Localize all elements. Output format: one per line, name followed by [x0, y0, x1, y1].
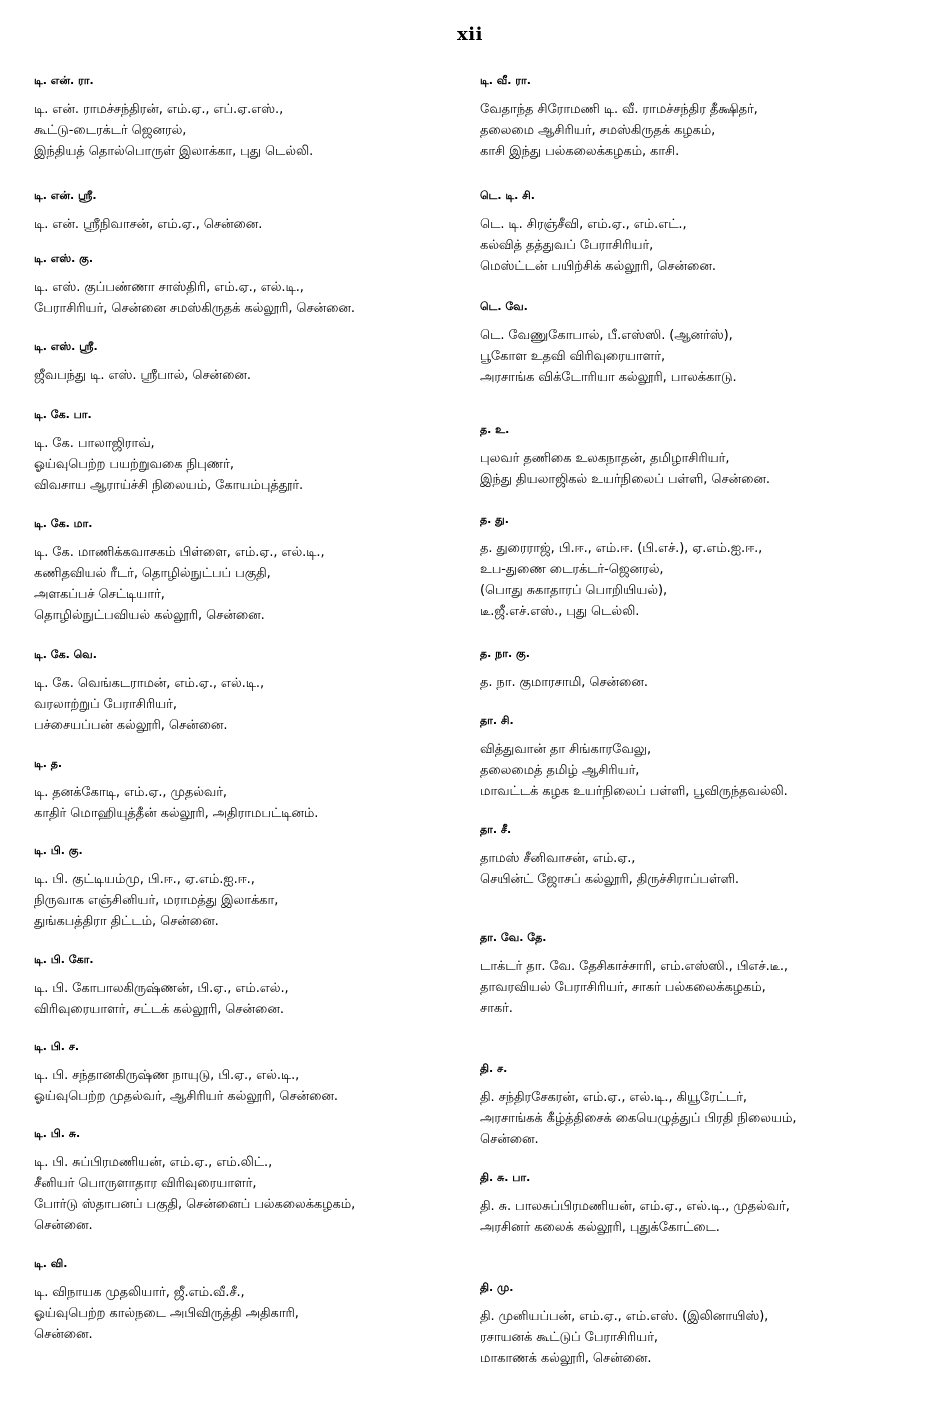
- contributor-detail-line: வேதாந்த சிரோமணி டி. வீ. ராமச்சந்திர தீக்ஷிதர்,: [480, 102, 758, 117]
- contributor-abbreviation: டி. கே. மா.: [34, 517, 93, 530]
- contributor-detail-line: டி. பி. குட்டியம்மு, பி.ஈ., ஏ.எம்.ஐ.ஈ.,: [34, 872, 255, 887]
- contributor-abbreviation: த. உ.: [480, 423, 510, 436]
- contributor-abbreviation: டி. கே. பா.: [34, 408, 92, 421]
- contributor-detail-line: துங்கபத்திரா திட்டம், சென்னை.: [34, 914, 219, 929]
- contributor-entry: [480, 189, 716, 277]
- contributor-detail-line: த. துரைராஜ், பி.ஈ., எம்.ஈ. (பி.எச்.), ஏ.எம்.ஐ.ஈ.,: [480, 541, 763, 556]
- contributor-detail-line: விரிவுரையாளர், சட்டக் கல்லூரி, சென்னை.: [34, 1002, 284, 1017]
- contributor-detail-line: பூகோள உதவி விரிவுரையாளர்,: [480, 349, 665, 364]
- contributor-detail-line: டீ.ஜீ.எச்.எஸ்., புது டெல்லி.: [480, 604, 640, 619]
- contributor-detail-line: சாகர்.: [480, 1001, 513, 1016]
- contributor-detail-line: உப-துணை டைரக்டர்-ஜெனரல்,: [480, 562, 664, 577]
- contributor-entry: [34, 1257, 299, 1345]
- contributor-detail-line: காதிர் மொஹியுத்தீன் கல்லூரி, அதிராமபட்டினம்.: [34, 806, 319, 821]
- contributor-detail-line: தாவரவியல் பேராசிரியர், சாகர் பல்கலைக்கழகம்,: [480, 980, 766, 995]
- contributor-detail-line: தொழில்நுட்பவியல் கல்லூரி, சென்னை.: [34, 608, 265, 623]
- contributor-abbreviation: த. நா. கு.: [480, 647, 530, 660]
- contributor-detail-line: வரலாற்றுப் பேராசிரியர்,: [34, 697, 177, 712]
- contributor-detail-line: சீனியர் பொருளாதார விரிவுரையாளர்,: [34, 1176, 257, 1191]
- contributor-detail-line: அரசாங்க விக்டோரியா கல்லூரி, பாலக்காடு.: [480, 370, 737, 385]
- contributor-detail-line: டெ. வேணுகோபால், பீ.எஸ்ஸி. (ஆனர்ஸ்),: [480, 328, 733, 343]
- contributor-detail-line: சென்னை.: [34, 1327, 93, 1342]
- contributor-abbreviation: டி. த.: [34, 757, 63, 770]
- contributor-entry: [480, 423, 770, 490]
- contributor-detail-line: டாக்டர் தா. வே. தேசிகாச்சாரி, எம்.எஸ்ஸி., பிஎச்.டீ.,: [480, 959, 788, 974]
- contributor-abbreviation: டி. கே. வெ.: [34, 648, 97, 661]
- contributor-detail-line: புலவர் தணிகை உலகநாதன், தமிழாசிரியர்,: [480, 451, 730, 466]
- contributor-detail-line: சென்னை.: [480, 1132, 539, 1147]
- contributor-detail-line: தி. சு. பாலசுப்பிரமணியன், எம்.ஏ., எல்.டி., முதல்வர்,: [480, 1199, 790, 1214]
- contributor-abbreviation: டி. வி.: [34, 1257, 68, 1270]
- contributor-detail-line: கல்வித் தத்துவப் பேராசிரியர்,: [480, 238, 654, 253]
- contributor-detail-line: டி. கே. மாணிக்கவாசகம் பிள்ளை, எம்.ஏ., எல்.டி.,: [34, 545, 325, 560]
- contributor-entry: [34, 1127, 355, 1236]
- contributor-abbreviation: டி. வீ. ரா.: [480, 74, 531, 87]
- contributor-abbreviation: தா. வே. தே.: [480, 931, 547, 944]
- contributor-detail-line: டி. எஸ். குப்பண்ணா சாஸ்திரி, எம்.ஏ., எல்.டி.,: [34, 280, 304, 295]
- contributor-detail-line: (பொது சுகாதாரப் பொறியியல்),: [480, 583, 667, 598]
- contributor-detail-line: ஓய்வுபெற்ற முதல்வர், ஆசிரியர் கல்லூரி, சென்னை.: [34, 1089, 338, 1104]
- contributor-detail-line: கணிதவியல் ரீடர், தொழில்நுட்பப் பகுதி,: [34, 566, 271, 581]
- contributor-entry: [480, 513, 762, 622]
- contributor-detail-line: டி. தனக்கோடி, எம்.ஏ., முதல்வர்,: [34, 785, 227, 800]
- contributor-detail-line: ஓய்வுபெற்ற கால்நடை அபிவிருத்தி அதிகாரி,: [34, 1306, 299, 1321]
- contributor-entry: [34, 757, 318, 824]
- contributor-detail-line: விவசாய ஆராய்ச்சி நிலையம், கோயம்புத்தூர்.: [34, 478, 304, 493]
- contributor-abbreviation: த. து.: [480, 513, 509, 526]
- contributor-entry: [34, 74, 313, 162]
- contributor-detail-line: அரசினர் கலைக் கல்லூரி, புதுக்கோட்டை.: [480, 1220, 720, 1235]
- contributor-detail-line: ரசாயனக் கூட்டுப் பேராசிரியர்,: [480, 1330, 658, 1345]
- contributor-abbreviation: டி. என். ஸ்ரீ.: [34, 189, 97, 202]
- contributor-entry: [34, 953, 289, 1020]
- contributor-detail-line: பேராசிரியர், சென்னை சமஸ்கிருதக் கல்லூரி, சென்னை.: [34, 301, 355, 316]
- contributor-detail-line: சென்னை.: [34, 1218, 93, 1233]
- contributor-detail-line: தலைமைத் தமிழ் ஆசிரியர்,: [480, 763, 640, 778]
- contributor-detail-line: டி. விநாயக முதலியார், ஜீ.எம்.வீ.சீ.,: [34, 1285, 245, 1300]
- contributor-abbreviation: தா. சீ.: [480, 823, 512, 836]
- contributor-detail-line: கூட்டு-டைரக்டர் ஜெனரல்,: [34, 123, 187, 138]
- contributor-entry: [480, 1062, 796, 1150]
- contributor-entry: [34, 844, 278, 932]
- contributor-detail-line: நிருவாக எஞ்சினியர், மராமத்து இலாக்கா,: [34, 893, 279, 908]
- contributor-detail-line: வித்துவான் தா சிங்காரவேலு,: [480, 742, 651, 757]
- contributor-abbreviation: டி. பி. கு.: [34, 844, 83, 857]
- contributor-detail-line: அளகப்பச் செட்டியார்,: [34, 587, 165, 602]
- contributor-entry: [34, 648, 264, 736]
- contributor-abbreviation: டெ. டி. சி.: [480, 189, 535, 202]
- contributor-detail-line: அரசாங்கக் கீழ்த்திசைக் கையெழுத்துப் பிரதி நிலையம்,: [480, 1111, 797, 1126]
- contributor-abbreviation: டி. எஸ். கு.: [34, 252, 94, 265]
- contributor-abbreviation: தா. சி.: [480, 714, 514, 727]
- contributor-abbreviation: தி. சு. பா.: [480, 1171, 531, 1184]
- contributor-detail-line: டெ. டி. சிரஞ்சீவி, எம்.ஏ., எம்.எட்.,: [480, 217, 687, 232]
- contributor-detail-line: தலைமை ஆசிரியர், சமஸ்கிருதக் கழகம்,: [480, 123, 716, 138]
- contributor-abbreviation: டி. எஸ். ஸ்ரீ.: [34, 340, 98, 353]
- contributor-detail-line: தி. சந்திரசேகரன், எம்.ஏ., எல்.டி., கியூரேட்டர்,: [480, 1090, 747, 1105]
- contributor-entry: [480, 74, 758, 162]
- contributor-entry: [480, 931, 788, 1019]
- contributor-detail-line: காசி இந்து பல்கலைக்கழகம், காசி.: [480, 144, 680, 159]
- contributor-detail-line: மாவட்டக் கழக உயர்நிலைப் பள்ளி, பூவிருந்தவல்லி.: [480, 784, 788, 799]
- contributor-detail-line: டி. கே. வெங்கடராமன், எம்.ஏ., எல்.டி.,: [34, 676, 265, 691]
- contributor-detail-line: போர்டு ஸ்தாபனப் பகுதி, சென்னைப் பல்கலைக்கழகம்,: [34, 1197, 356, 1212]
- contributor-entry: [34, 252, 355, 319]
- contributor-entry: [34, 340, 251, 386]
- contributor-detail-line: இந்து தியலாஜிகல் உயர்நிலைப் பள்ளி, சென்னை.: [480, 472, 770, 487]
- contributor-detail-line: டி. பி. கோபாலகிருஷ்ணன், பி.ஏ., எம்.எல்.,: [34, 981, 289, 996]
- contributor-entry: [34, 1040, 338, 1107]
- contributor-detail-line: தாமஸ் சீனிவாசன், எம்.ஏ.,: [480, 851, 636, 866]
- contributor-entry: [34, 517, 325, 626]
- contributor-detail-line: டி. பி. சந்தானகிருஷ்ண நாயுடு, பி.ஏ., எல்.டி.,: [34, 1068, 300, 1083]
- contributor-entry: [480, 300, 737, 388]
- contributor-detail-line: மெஸ்ட்டன் பயிற்சிக் கல்லூரி, சென்னை.: [480, 259, 716, 274]
- contributor-detail-line: ஓய்வுபெற்ற பயற்றுவகை நிபுணர்,: [34, 457, 234, 472]
- contributor-entry: [480, 1281, 768, 1369]
- contributor-entry: [480, 714, 788, 802]
- contributor-abbreviation: டி. பி. ச.: [34, 1040, 80, 1053]
- contributor-detail-line: செயின்ட் ஜோசப் கல்லூரி, திருச்சிராப்பள்ளி.: [480, 872, 739, 887]
- contributor-detail-line: டி. கே. பாலாஜிராவ்,: [34, 436, 155, 451]
- contributor-detail-line: பச்சையப்பன் கல்லூரி, சென்னை.: [34, 718, 228, 733]
- contributor-detail-line: த. நா. குமாரசாமி, சென்னை.: [480, 675, 648, 690]
- contributor-abbreviation: டி. பி. கோ.: [34, 953, 94, 966]
- contributor-detail-line: இந்தியத் தொல்பொருள் இலாக்கா, புது டெல்லி.: [34, 144, 314, 159]
- contributor-abbreviation: தி. மு.: [480, 1281, 514, 1294]
- contributor-abbreviation: தி. ச.: [480, 1062, 508, 1075]
- contributor-detail-line: தி. முனியப்பன், எம்.ஏ., எம்.எஸ். (இலினாயிஸ்),: [480, 1309, 769, 1324]
- contributor-entry: [480, 647, 648, 693]
- contributor-entry: [480, 1171, 790, 1238]
- contributor-abbreviation: டி. என். ரா.: [34, 74, 94, 87]
- contributor-detail-line: டி. என். ஸ்ரீநிவாசன், எம்.ஏ., சென்னை.: [34, 217, 263, 232]
- contributor-entry: [480, 823, 739, 890]
- contributor-detail-line: டி. என். ராமச்சந்திரன், எம்.ஏ., எப்.ஏ.எஸ்.,: [34, 102, 284, 117]
- contributor-detail-line: மாகாணக் கல்லூரி, சென்னை.: [480, 1351, 652, 1366]
- contributor-abbreviation: டெ. வே.: [480, 300, 528, 313]
- contributor-entry: [34, 408, 303, 496]
- contributor-detail-line: டி. பி. சுப்பிரமணியன், எம்.ஏ., எம்.லிட்.,: [34, 1155, 273, 1170]
- page-number: xii: [457, 24, 483, 45]
- contributor-detail-line: ஜீவபந்து டி. எஸ். ஸ்ரீபால், சென்னை.: [34, 368, 251, 383]
- contributor-entry: [34, 189, 262, 235]
- contributor-abbreviation: டி. பி. சு.: [34, 1127, 81, 1140]
